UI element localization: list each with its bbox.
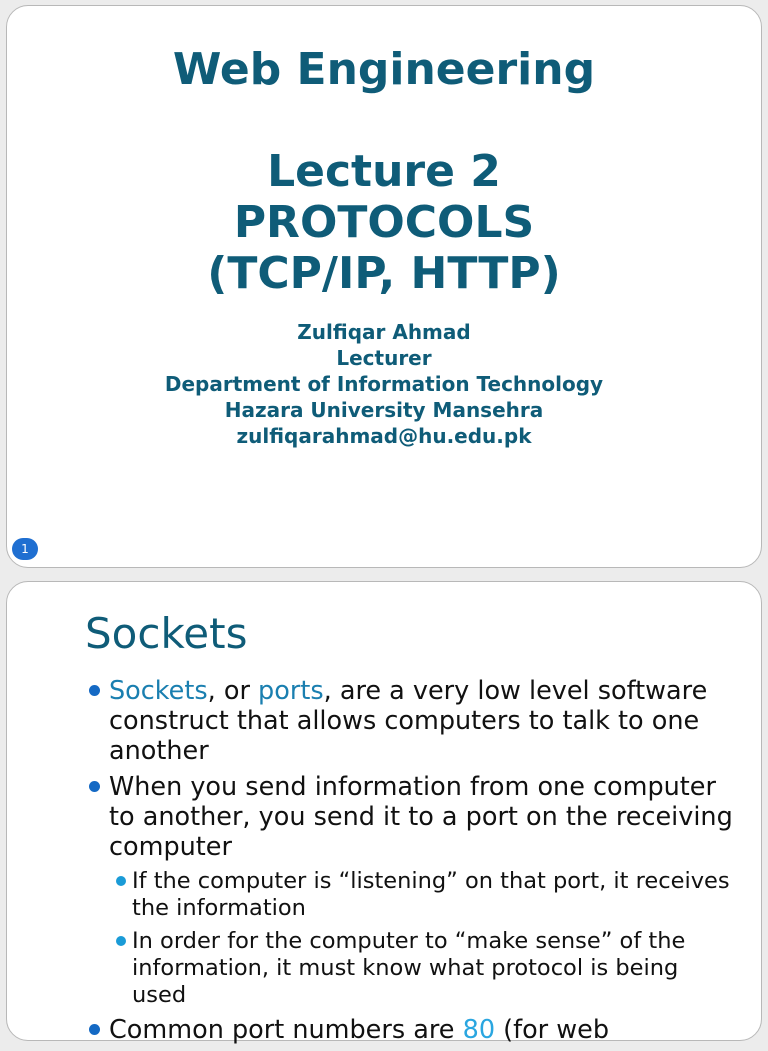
- bullet-item: [89, 676, 739, 766]
- bullet-text: , are a very low level software construct that allows computers to talk to one another: [109, 676, 708, 766]
- bullet-text: Common port numbers are: [109, 1015, 463, 1045]
- page-number-badge: 1: [12, 538, 38, 560]
- bullet-separator: , or: [207, 676, 259, 706]
- sub-bullet-dot-icon: [116, 876, 126, 886]
- sockets-slide: [6, 581, 762, 1045]
- lecture-topic: PROTOCOLS: [233, 197, 535, 248]
- sub-bullet-text: If the computer is “listening” on that port, it receives the information: [132, 868, 730, 921]
- bullet-text-tail: (for web: [495, 1015, 609, 1045]
- term-ports: ports: [258, 676, 324, 706]
- lecture-number: Lecture 2: [267, 146, 501, 197]
- sub-bullet-item: [89, 928, 739, 1009]
- bullet-dot-icon: [89, 781, 100, 792]
- author-position: Lecturer: [336, 346, 432, 370]
- slide-title: Sockets: [85, 609, 248, 658]
- sub-bullet-item: [89, 868, 739, 922]
- term-sockets: Sockets: [109, 676, 208, 706]
- author-university: Hazara University Mansehra: [224, 398, 544, 422]
- bullet-dot-icon: [89, 1024, 100, 1035]
- bullet-item: [89, 772, 739, 862]
- lecture-heading: [7, 146, 761, 299]
- author-department: Department of Information Technology: [164, 372, 604, 396]
- bullet-item: [89, 1015, 739, 1045]
- course-title: Web Engineering: [172, 44, 596, 95]
- sub-bullet-dot-icon: [116, 936, 126, 946]
- lecture-subtopic: (TCP/IP, HTTP): [207, 248, 561, 299]
- author-email: zulfiqarahmad@hu.edu.pk: [236, 424, 532, 448]
- bullet-text: When you send information from one computer to another, you send it to a port on the receiving computer: [109, 772, 733, 862]
- author-info: [7, 319, 761, 449]
- bullet-dot-icon: [89, 685, 100, 696]
- title-slide: [6, 5, 762, 568]
- author-name: Zulfiqar Ahmad: [297, 320, 471, 344]
- sub-bullet-text: In order for the computer to “make sense” of the information, it must know what protocol is being used: [132, 928, 686, 1008]
- bullet-list: [89, 676, 739, 1051]
- port-number: 80: [462, 1015, 496, 1045]
